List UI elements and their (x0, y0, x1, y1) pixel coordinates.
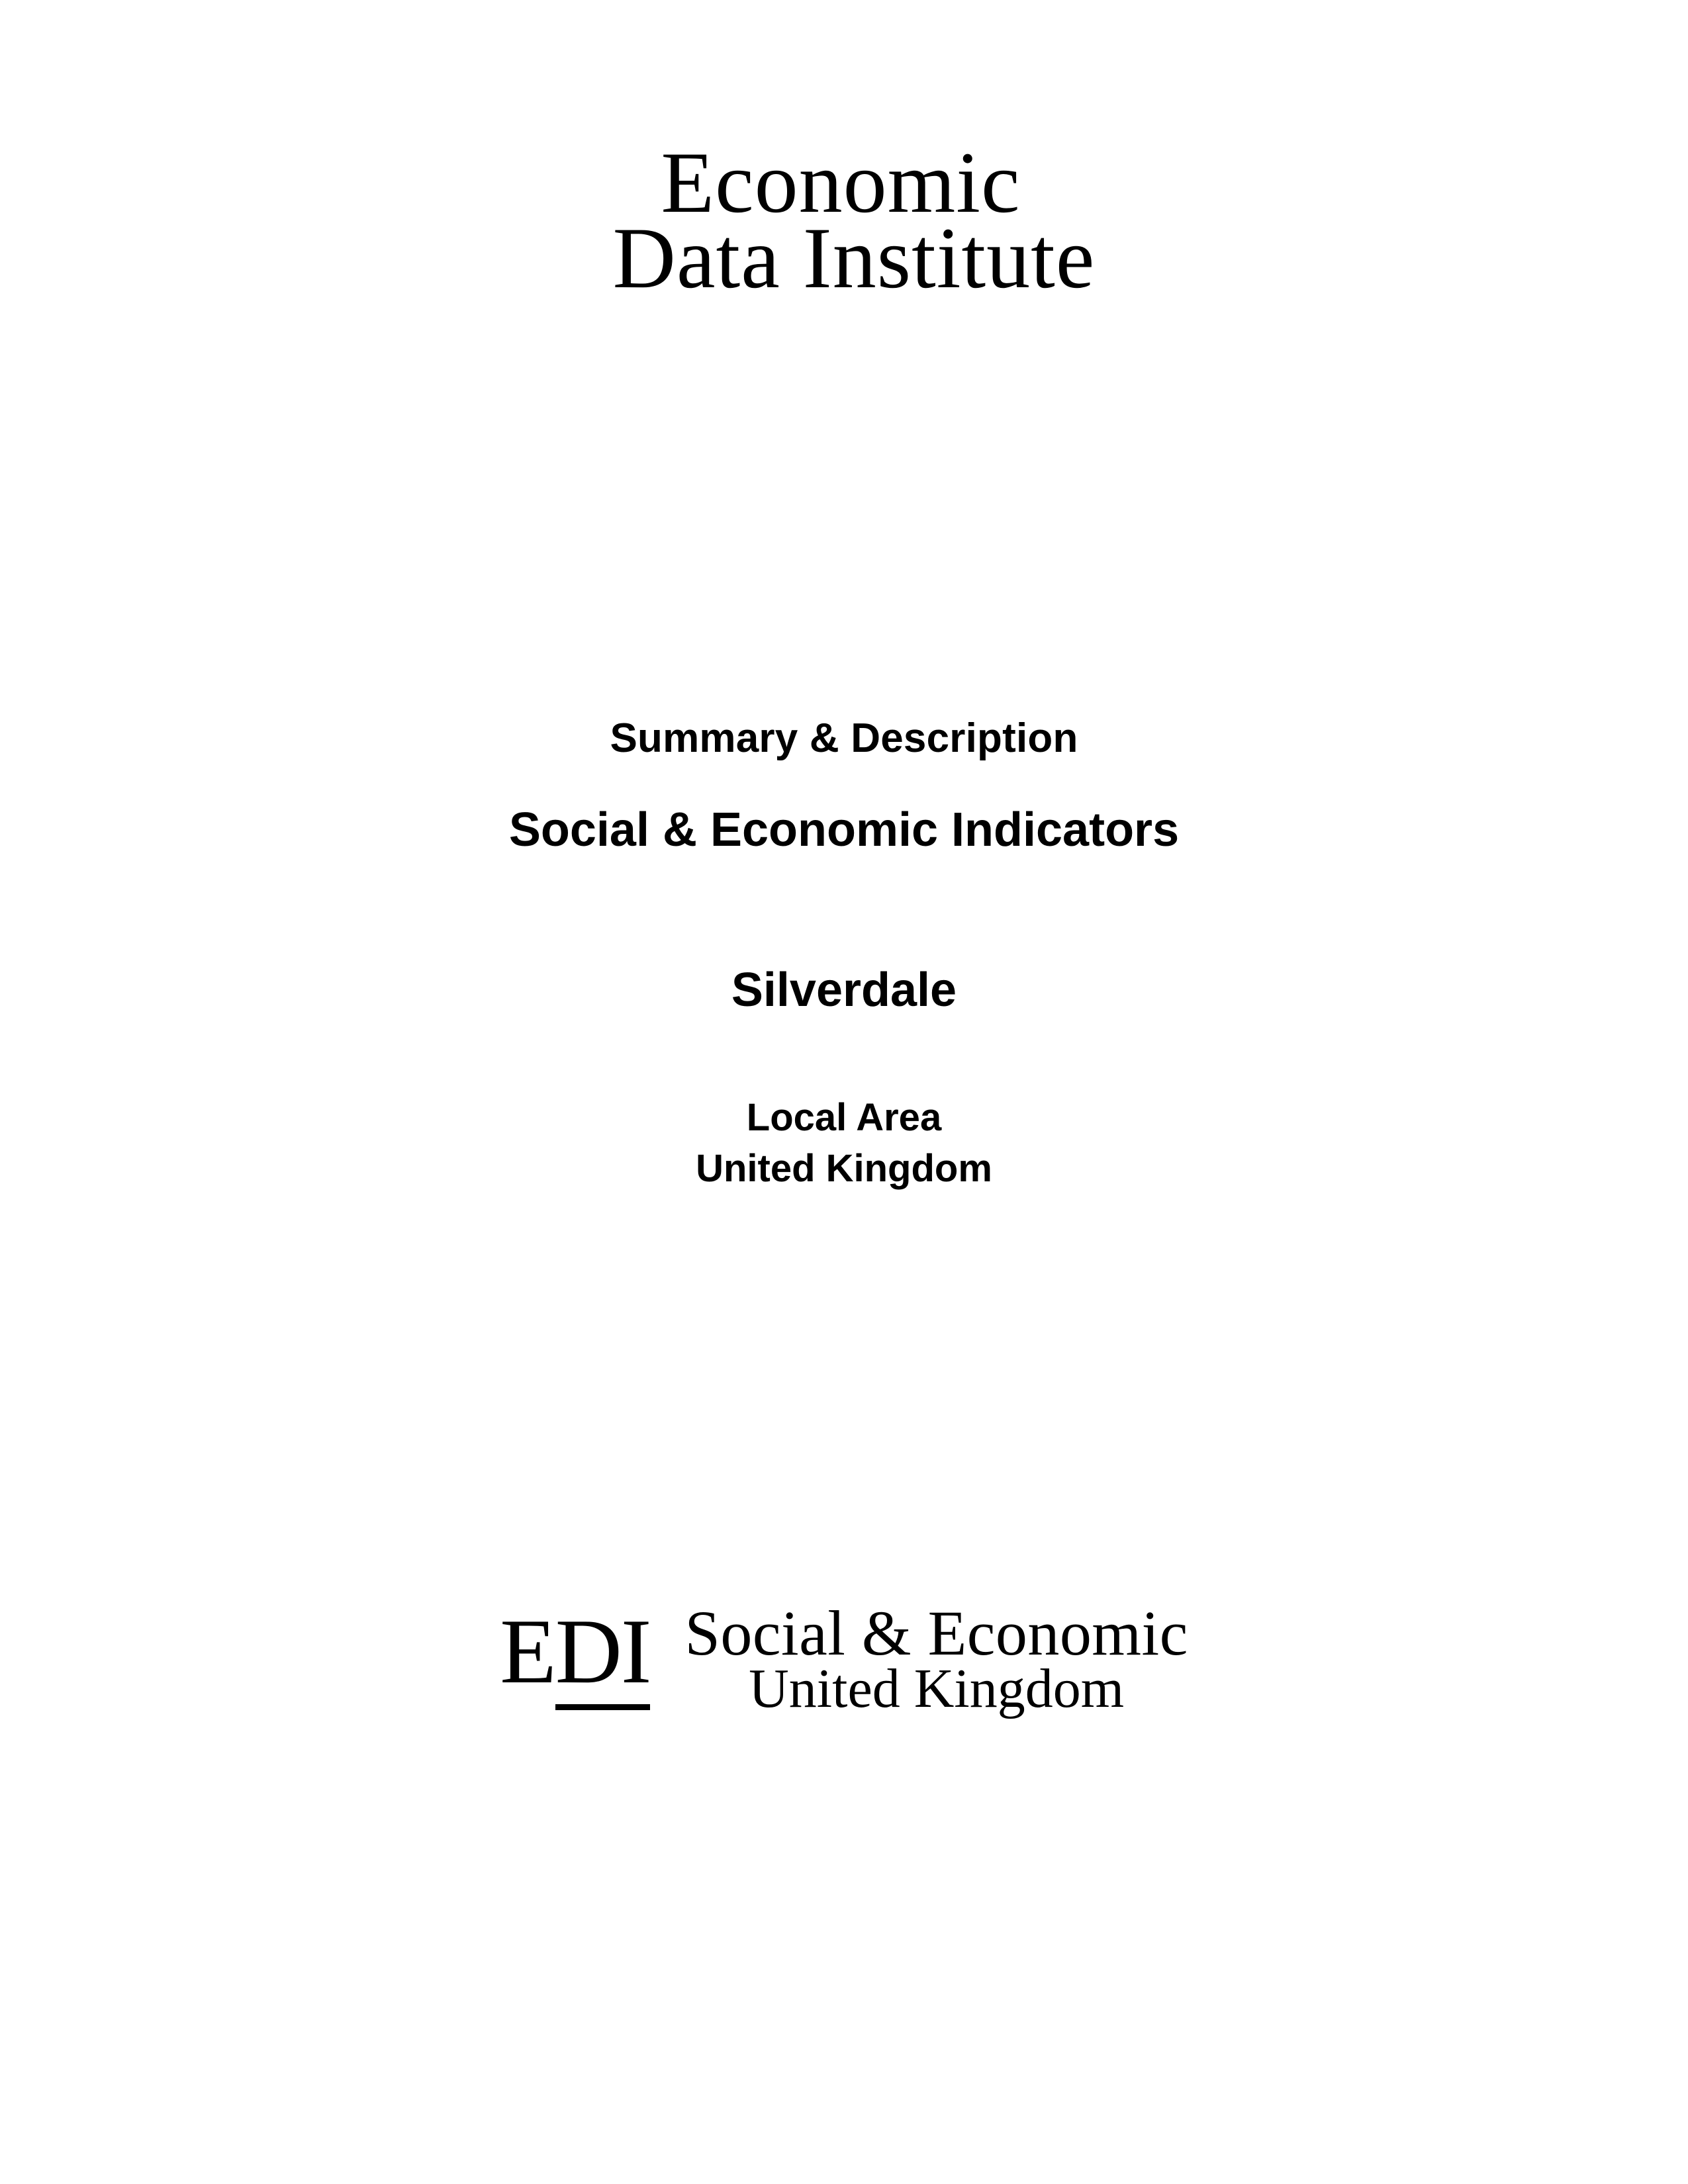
edi-wordmark-line-2: United Kingdom (749, 1658, 1125, 1719)
masthead-line-2: Data Institute (612, 209, 1096, 306)
edi-wordmark-line-1: Social & Economic (684, 1598, 1188, 1668)
country-name: United Kingdom (696, 1147, 992, 1190)
edi-footer-logo (0, 1598, 1688, 1719)
document-title: Social & Economic Indicators (508, 803, 1180, 856)
title-block (0, 715, 1688, 1191)
masthead-line-1: Economic (661, 134, 1021, 231)
document-subtitle: Summary & Description (610, 715, 1078, 761)
edi-acronym (500, 1600, 651, 1703)
edi-acronym-e: E (500, 1600, 555, 1703)
area-name: Silverdale (731, 964, 957, 1017)
publisher-masthead (0, 134, 1688, 306)
edi-acronym-di: DI (555, 1600, 651, 1710)
area-type: Local Area (746, 1096, 942, 1139)
edi-wordmark (684, 1598, 1188, 1719)
